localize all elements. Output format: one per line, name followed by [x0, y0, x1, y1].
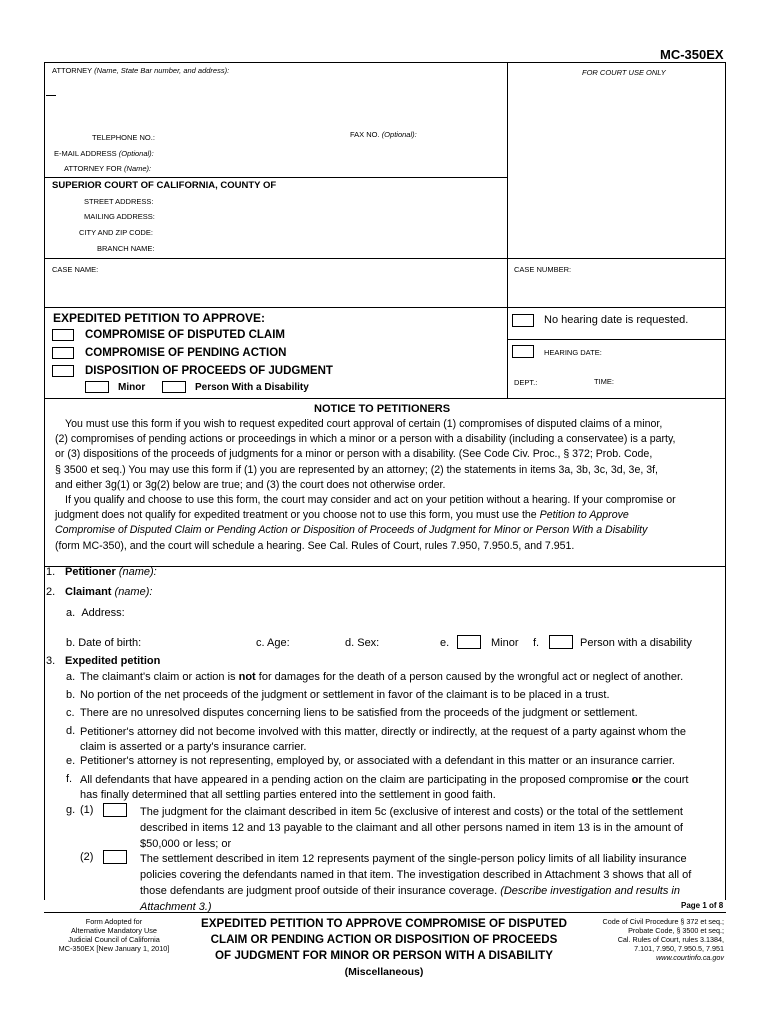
- case-name-bottom: [44, 307, 726, 308]
- form-number: MC-350EX: [660, 47, 724, 62]
- court-use-label: FOR COURT USE ONLY: [582, 68, 666, 77]
- petition-heading: EXPEDITED PETITION TO APPROVE:: [53, 311, 266, 325]
- street-address-label: STREET ADDRESS:: [84, 197, 154, 206]
- page-right-border: [725, 62, 726, 900]
- footer-form-title: EXPEDITED PETITION TO APPROVE COMPROMISE OF DISPUTED CLAIM OR PENDING ACTION OR DISPOSITION OF PROCEEDS OF JUDGMENT FOR MINOR OR PERSON WITH A DISABILITY (Miscellaneous): [201, 917, 567, 978]
- disability-checkbox[interactable]: [162, 381, 186, 393]
- sex-label: d. Sex:: [345, 637, 380, 649]
- item-3g1-text: The judgment for the claimant described in item 5c (exclusive of interest and costs) or the total of the settlement described in items 12 and 13 payable to the claimant and all other persons named in item 13 is in the amount of $50,000 or less; or: [140, 806, 683, 850]
- item-3g-letter: g.: [66, 804, 76, 816]
- email-label: E-MAIL ADDRESS (Optional):: [54, 149, 154, 158]
- footer-right-citations: Code of Civil Procedure § 372 et seq.; Probate Code, § 3500 et seq.; Cal. Rules of Court, rules 3.1384, 7.101, 7.950, 7.950.5, 7.951 www.courtinfo.ca.gov: [602, 917, 724, 962]
- item-3f-letter: f.: [66, 773, 73, 785]
- age-label: c. Age:: [256, 637, 290, 649]
- no-hearing-checkbox[interactable]: [512, 314, 534, 327]
- city-zip-label: CITY AND ZIP CODE:: [79, 228, 153, 237]
- attorney-for-label: ATTORNEY FOR (Name):: [64, 164, 152, 173]
- compromise-disputed-label: COMPROMISE OF DISPUTED CLAIM: [85, 329, 285, 341]
- minor-checkbox[interactable]: [85, 381, 109, 393]
- item-3c-text: There are no unresolved disputes concerning liens to be satisfied from the proceeds of the judgment or settlement.: [80, 707, 638, 719]
- claimant-disability-label: Person with a disability: [580, 637, 692, 649]
- g1-checkbox[interactable]: [103, 803, 127, 817]
- notice-title: NOTICE TO PETITIONERS: [314, 403, 451, 415]
- court-box-bottom: [44, 258, 726, 259]
- item-3g2-number: (2): [80, 851, 94, 863]
- telephone-label: TELEPHONE NO.:: [92, 133, 155, 142]
- item-3b-letter: b.: [66, 689, 76, 701]
- item-3c-letter: c.: [66, 707, 75, 719]
- claimant-label: Claimant (name):: [65, 586, 153, 598]
- court-title: SUPERIOR COURT OF CALIFORNIA, COUNTY OF: [52, 180, 277, 191]
- disability-option-letter: f.: [533, 637, 540, 649]
- hearing-divider: [507, 339, 726, 340]
- header-top-border: [44, 62, 726, 63]
- dept-label: DEPT.:: [514, 378, 538, 387]
- page-number: Page 1 of 8: [681, 901, 724, 910]
- item-3e-text: Petitioner's attorney is not representing, employed by, or associated with a defendant in this matter or an insurance carrier.: [80, 755, 675, 767]
- notice-paragraph-2: If you qualify and choose to use this form, the court may consider and act on your petition without a hearing. If your compromise or judgment does not qualify for expedited treatment or you choose not to use this form, you must use the Petition to Approve Compromise of Disputed Claim or Pending Action or Disposition of Proceeds of Judgment for Minor or Person With a Disability (form MC-350), and the court will schedule a hearing. See Cal. Rules of Court, rules 7.950, 7.950.5, and 7.951.: [55, 494, 676, 552]
- claimant-minor-checkbox[interactable]: [457, 635, 481, 649]
- petitioner-label: Petitioner (name):: [65, 566, 157, 578]
- g2-checkbox[interactable]: [103, 850, 127, 864]
- expedited-petition-label: Expedited petition: [65, 655, 161, 667]
- dob-label: b. Date of birth:: [66, 637, 142, 649]
- page-left-border: [44, 62, 45, 900]
- case-name-label: CASE NAME:: [52, 265, 99, 274]
- item-3f-text: All defendants that have appeared in a pending action on the claim are participating in the proposed compromise or the court has finally determined that all settling parties entered into the settlement in good faith.: [80, 774, 689, 801]
- item-3a-letter: a.: [66, 671, 76, 683]
- item-1-number: 1.: [46, 566, 56, 578]
- no-hearing-label: No hearing date is requested.: [544, 314, 689, 326]
- branch-name-label: BRANCH NAME:: [97, 244, 155, 253]
- item-3g1-number: (1): [80, 804, 94, 816]
- disposition-proceeds-checkbox[interactable]: [52, 365, 74, 377]
- attorney-label: ATTORNEY (Name, State Bar number, and address):: [52, 66, 230, 75]
- claimant-minor-label: Minor: [491, 637, 519, 649]
- item-3g2-text: The settlement described in item 12 represents payment of the single-person policy limits of all liability insurance policies covering the defendants named in that item. The investigation described in Attachment 3 shows that all of those defendants are judgment proof outside of their insurance coverage. (Describe investigation and results in Attachment 3.): [140, 853, 692, 913]
- item-3-number: 3.: [46, 655, 56, 667]
- claimant-disability-checkbox[interactable]: [549, 635, 573, 649]
- compromise-pending-label: COMPROMISE OF PENDING ACTION: [85, 347, 287, 359]
- disability-label: Person With a Disability: [195, 382, 309, 393]
- notice-paragraph-1: You must use this form if you wish to request expedited court approval of certain (1) compromises of disputed claims of a minor, (2) compromises of pending actions or proceedings in which a minor or a person with a disability (including a conservatee) is a party, or (3) dispositions of the proceeds of judgments for a minor or person with a disability. (See Code Civ. Proc., § 372; Prob. Code, § 3500 et seq.) You may use this form if (1) you are represented by an attorney; (2) the statements in items 3a, 3b, 3c, 3d, 3e, 3f, and either 3g(1) or 3g(2) below are true; and (3) the court does not otherwise order.: [55, 418, 676, 491]
- title-box-bottom: [44, 398, 726, 399]
- compromise-pending-checkbox[interactable]: [52, 347, 74, 359]
- mailing-address-label: MAILING ADDRESS:: [84, 212, 155, 221]
- footer-top-border: [44, 912, 726, 913]
- item-3b-text: No portion of the net proceeds of the judgment or settlement in favor of the claimant is to be placed in a trust.: [80, 689, 610, 701]
- disposition-proceeds-label: DISPOSITION OF PROCEEDS OF JUDGMENT: [85, 365, 333, 377]
- item-3a-text: The claimant's claim or action is not for damages for the death of a person caused by the wrongful act or neglect of another.: [80, 671, 684, 683]
- attorney-box-bottom: [44, 177, 507, 178]
- minor-option-letter: e.: [440, 637, 450, 649]
- address-label: a. Address:: [66, 607, 125, 619]
- time-label: TIME:: [594, 377, 614, 386]
- compromise-disputed-checkbox[interactable]: [52, 329, 74, 341]
- court-use-divider: [507, 62, 508, 399]
- minor-label: Minor: [118, 382, 146, 393]
- hearing-date-checkbox[interactable]: [512, 345, 534, 358]
- item-3d-letter: d.: [66, 725, 76, 737]
- item-3e-letter: e.: [66, 755, 76, 767]
- item-3d-text: Petitioner's attorney did not become involved with this matter, directly or indirectly, at the request of a party against whom the claim is asserted or a party's insurance carrier.: [80, 726, 686, 753]
- footer-left-notes: Form Adopted for Alternative Mandatory Use Judicial Council of California MC-350EX [New January 1, 2010]: [58, 917, 170, 953]
- item-2-number: 2.: [46, 586, 56, 598]
- attorney-entry-mark: [46, 95, 56, 96]
- case-number-label: CASE NUMBER:: [514, 265, 572, 274]
- fax-label: FAX NO. (Optional):: [350, 130, 417, 139]
- hearing-date-label: HEARING DATE:: [544, 348, 602, 357]
